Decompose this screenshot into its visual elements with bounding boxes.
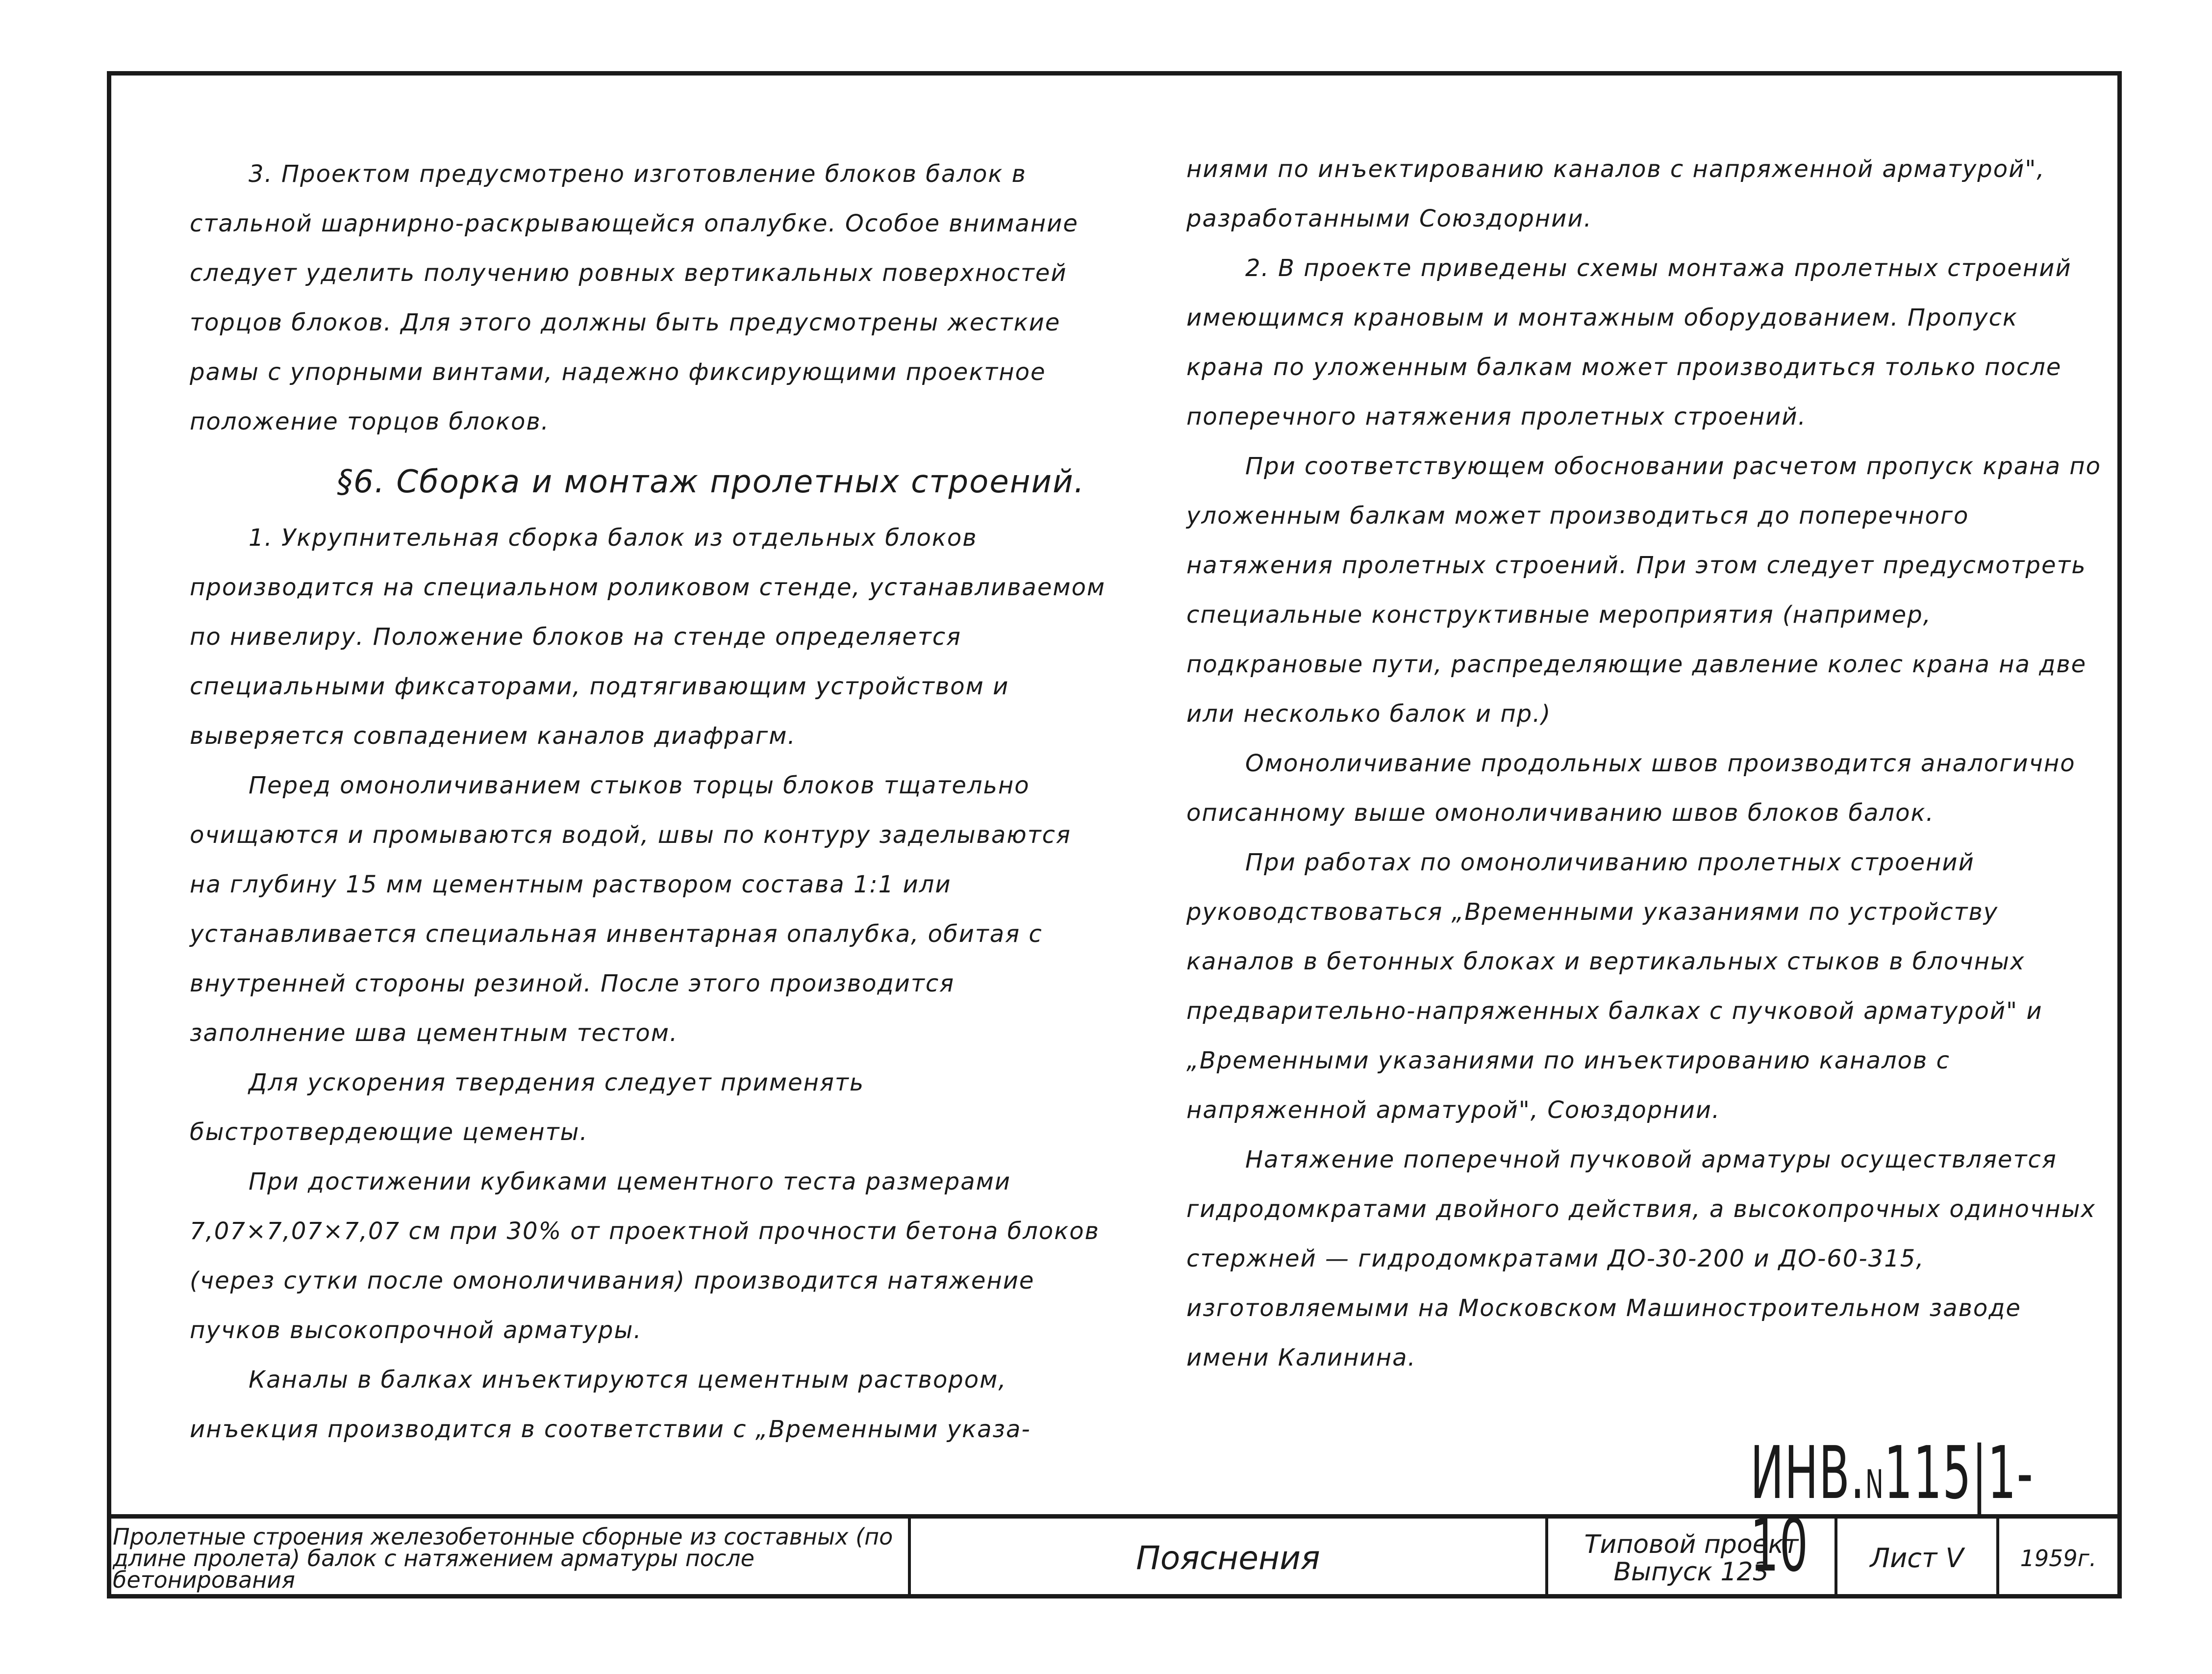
stamp-project: [1548, 1519, 1837, 1598]
stamp-year: [1999, 1519, 2117, 1598]
right-text-column: [1186, 145, 2103, 1383]
inventory-number: 115|1-10: [1750, 1431, 2034, 1588]
left-paragraph-5: При достижении кубиками цементного теста размерами 7,07×7,07×7,07 см при 30% от проектной прочности бетона блоков (через сутки после омоноличивания) производится натяжение пучков высокопрочной арматуры.: [190, 1168, 1100, 1344]
stamp-sheet: [1837, 1519, 1999, 1598]
left-paragraph-4: Для ускорения твердения следует применять быстротвердеющие цементы.: [190, 1069, 865, 1146]
stamp-title: [911, 1519, 1548, 1598]
right-paragraph-1: ниями по инъектированию каналов с напряженной арматурой", разработанными Союздорнии.: [1186, 155, 2045, 232]
stamp-description: [107, 1519, 911, 1598]
left-paragraph-6: Каналы в балках инъектируются цементным раствором, инъекция производится в соответствии с „Временными указа-: [190, 1366, 1031, 1443]
left-paragraph-1: 3. Проектом предусмотрено изготовление блоков балок в стальной шарнирно-раскрывающейся опалубке. Особое внимание следует уделить получению ровных вертикальных поверхностей торцов блоков. Для этого должны быть предусмотрены жесткие рамы с упорными винтами, надежно фиксирующими проектное положение торцов блоков.: [190, 160, 1079, 435]
inventory-prefix: ИНВ.: [1750, 1431, 1865, 1515]
left-text-column: [190, 150, 1106, 1454]
stamp-project-line1: Типовой проект: [1584, 1529, 1799, 1559]
title-block: [107, 1514, 2122, 1598]
right-paragraph-5: При работах по омоноличиванию пролетных строений руководствоваться „Временными указаниями по устройству каналов в бетонных блоках и вертикальных стыков в блочных предварительно-напряженных балках с пучковой арматурой" и „Временными указаниями по инъектированию каналов с напряженной арматурой", Союздорнии.: [1186, 849, 2043, 1124]
section-heading: §6. Сборка и монтаж пролетных строений.: [337, 464, 1085, 500]
stamp-title-text: Пояснения: [1136, 1539, 1320, 1577]
stamp-year-text: 1959г.: [2020, 1545, 2097, 1572]
stamp-sheet-text: Лист V: [1870, 1543, 1964, 1573]
stamp-description-text: Пролетные строения железобетонные сборные из составных (по длине пролета) балок с натяжением арматуры после бетонирования: [113, 1523, 893, 1593]
stamp-project-line2: Выпуск 123: [1613, 1557, 1769, 1587]
left-paragraph-2: 1. Укрупнительная сборка балок из отдельных блоков производится на специальном роликовом стенде, устанавливаемом по нивелиру. Положение блоков на стенде определяется специальными фиксаторами, подтягивающим устройством и выверяется совпадением каналов диафрагм.: [190, 524, 1106, 750]
right-paragraph-2: 2. В проекте приведены схемы монтажа пролетных строений имеющимся крановым и монтажным оборудованием. Пропуск крана по уложенным балкам может производиться только после поперечного натяжения пролетных строений.: [1186, 254, 2072, 431]
left-paragraph-3: Перед омоноличиванием стыков торцы блоков тщательно очищаются и промываются водой, швы по контуру заделываются на глубину 15 мм цементным раствором состава 1:1 или устанавливается специальная инвентарная опалубка, обитая с внутренней стороны резиной. После этого производится заполнение шва цементным тестом.: [190, 772, 1071, 1047]
right-paragraph-3: При соответствующем обосновании расчетом пропуск крана по уложенным балкам может производиться до поперечного натяжения пролетных строений. При этом следует предусмотреть специальные конструктивные мероприятия (например, подкрановые пути, распределяющие давление колес крана на две или несколько балок и пр.): [1186, 453, 2102, 728]
right-paragraph-6: Натяжение поперечной пучковой арматуры осуществляется гидродомкратами двойного действия, а высокопрочных одиночных стержней — гидродомкратами ДО-30-200 и ДО-60-315, изготовляемыми на Московском Машиностроительном заводе имени Калинина.: [1186, 1146, 2096, 1371]
inventory-n: N: [1865, 1462, 1885, 1507]
right-paragraph-4: Омоноличивание продольных швов производится аналогично описанному выше омоноличиванию швов блоков балок.: [1186, 750, 2076, 827]
